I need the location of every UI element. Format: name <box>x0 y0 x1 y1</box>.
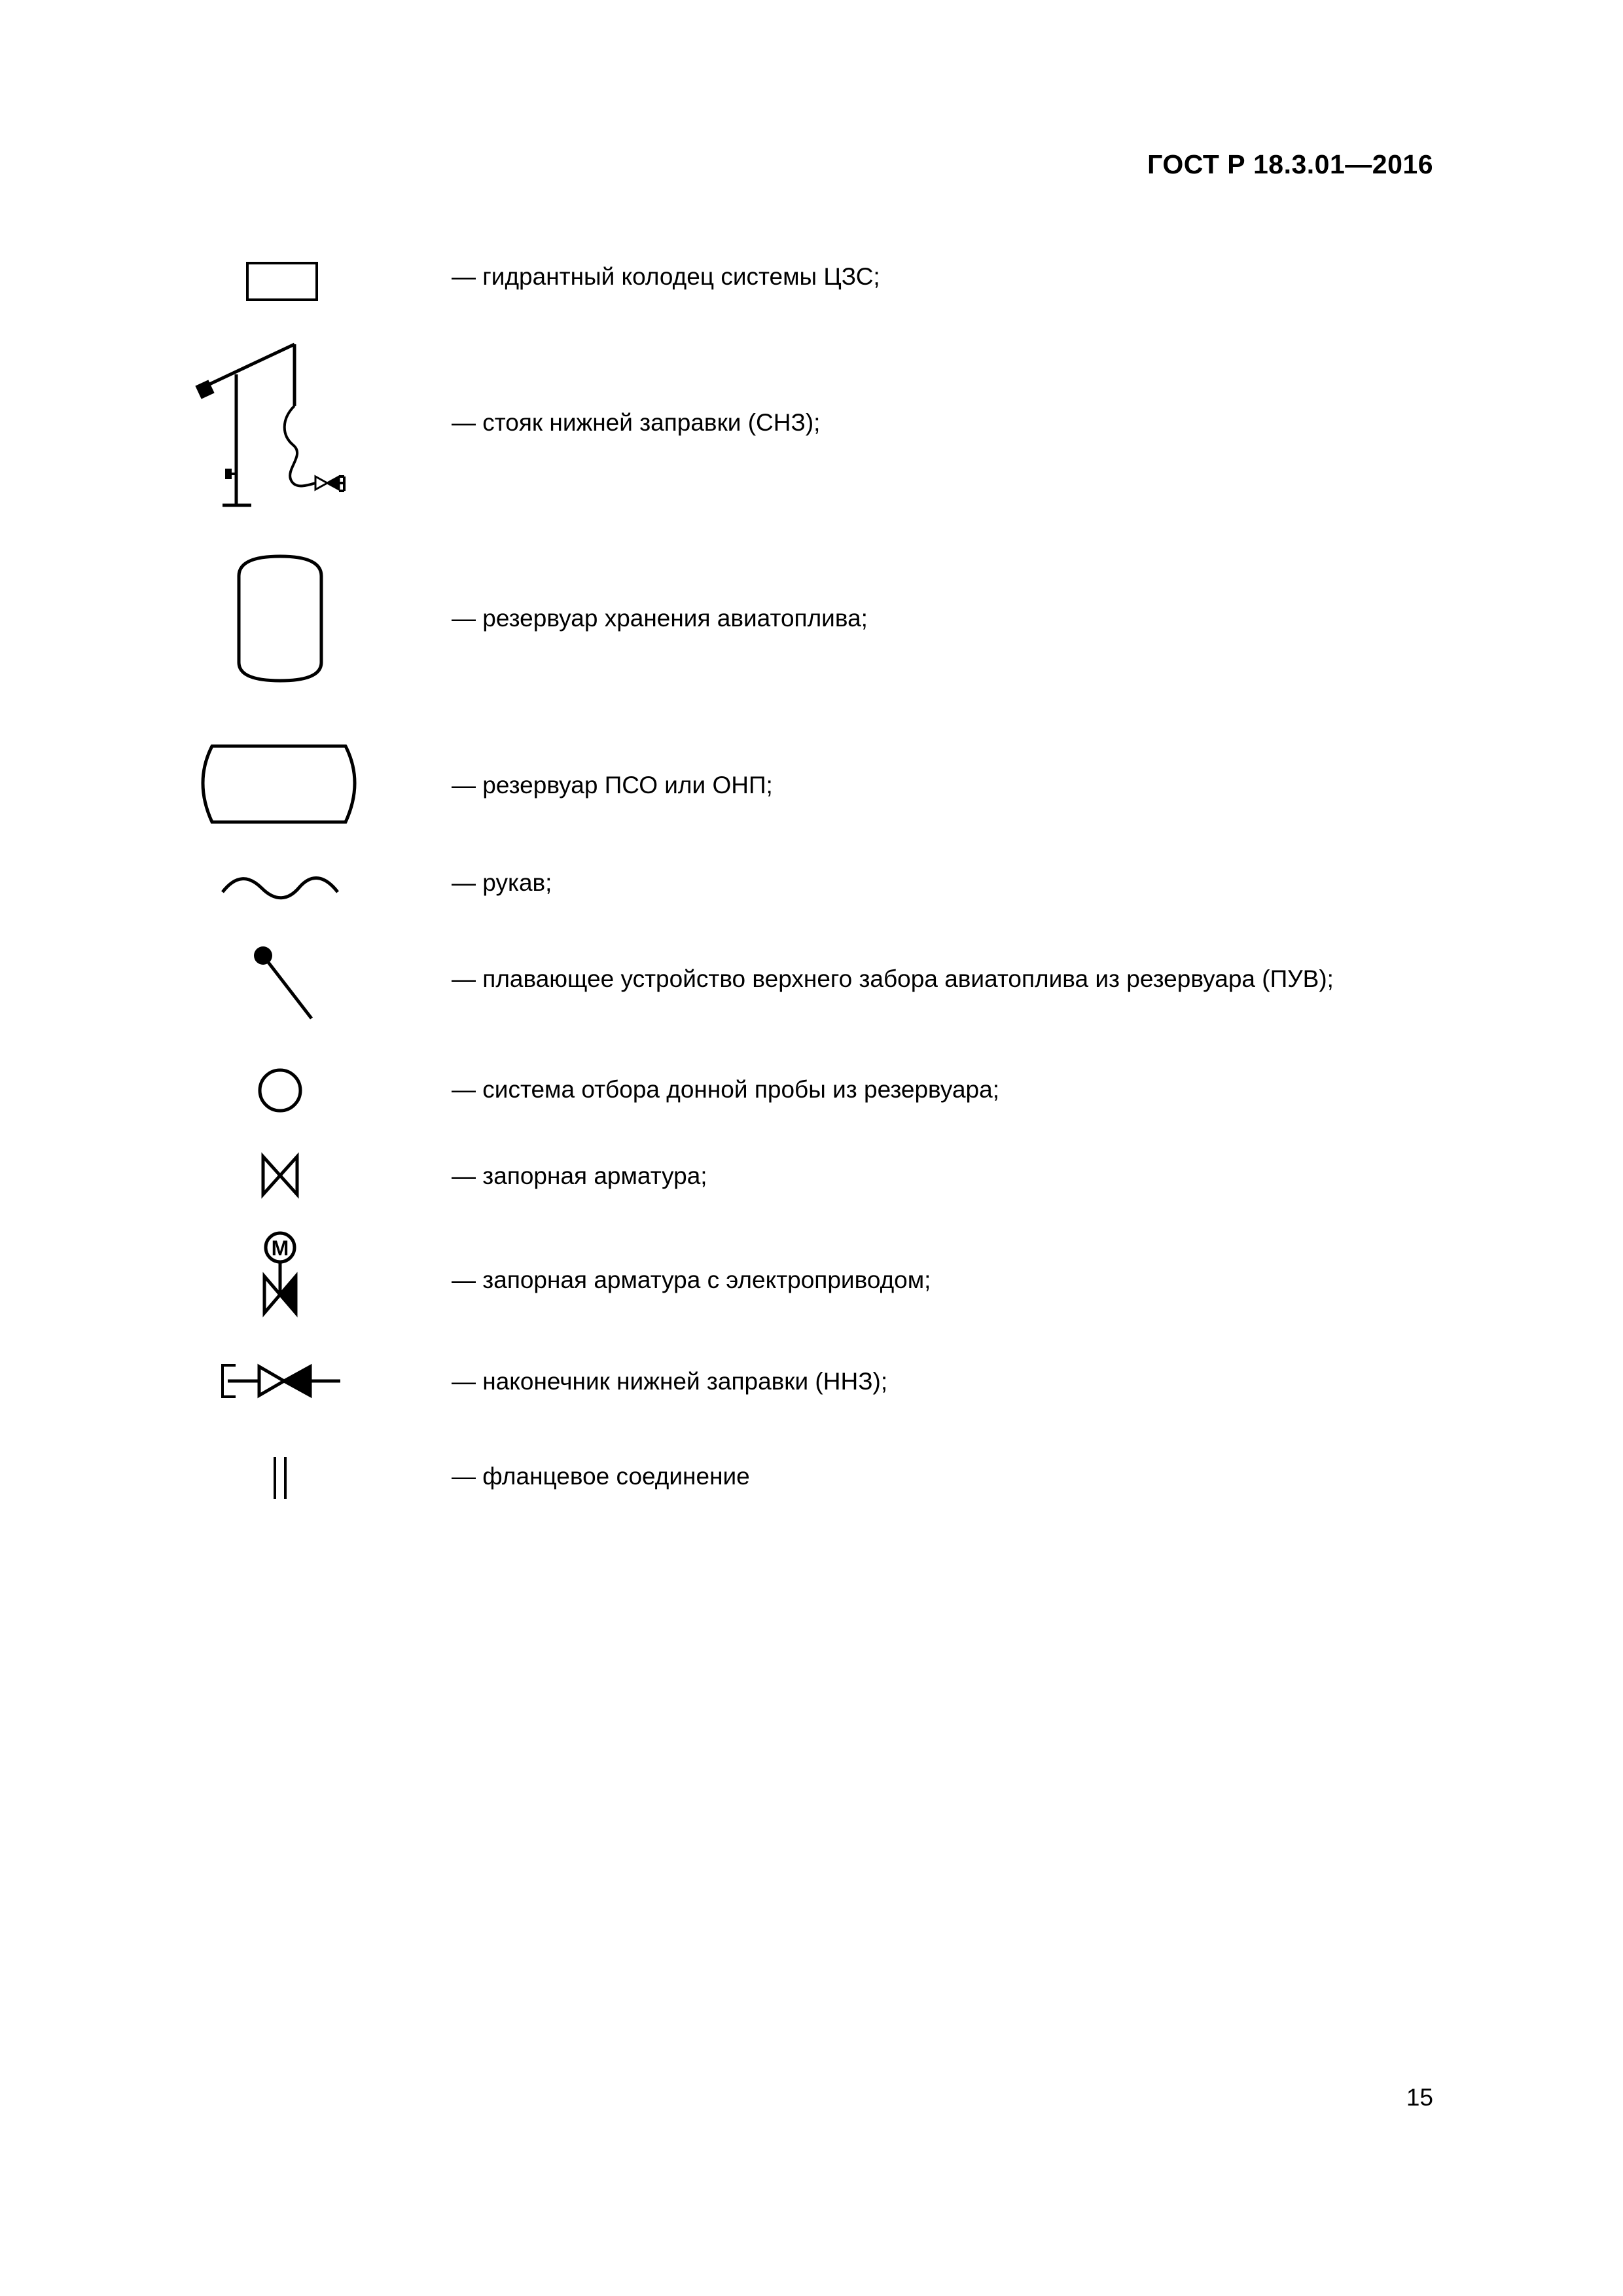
legend-text: — резервуар хранения авиатоплива; <box>452 605 868 632</box>
fuel-storage-tank-icon <box>183 550 380 687</box>
legend-text: — рукав; <box>452 869 552 896</box>
legend-text: — резервуар ПСО или ОНП; <box>452 772 773 798</box>
motor-label: M <box>271 1236 289 1260</box>
legend-text: — плавающее устройство верхнего забора авиатоплива из резервуара (ПУВ); <box>452 965 1334 992</box>
flange-joint-icon <box>183 1453 380 1505</box>
legend-text: — фланцевое соединение <box>452 1463 750 1490</box>
legend-text: — гидрантный колодец системы ЦЗС; <box>452 263 880 290</box>
page-number: 15 <box>1406 2084 1433 2111</box>
bottom-loading-riser-icon <box>183 334 380 511</box>
hydrant-well-icon <box>183 255 380 308</box>
bottom-loading-nozzle-icon <box>183 1355 380 1407</box>
horizontal-tank-icon <box>183 740 380 831</box>
hose-icon <box>183 867 380 906</box>
legend-text: — запорная арматура с электроприводом; <box>452 1266 931 1293</box>
shutoff-valve-icon <box>183 1149 380 1201</box>
standard-number: ГОСТ Р 18.3.01—2016 <box>1147 149 1433 179</box>
bottom-sampling-icon <box>183 1060 380 1119</box>
legend-text: — система отбора донной пробы из резервуара; <box>452 1076 999 1103</box>
legend-text: — стояк нижней заправки (СНЗ); <box>452 409 821 436</box>
floating-suction-icon <box>183 936 380 1028</box>
legend-text: — запорная арматура; <box>452 1162 707 1189</box>
legend-text: — наконечник нижней заправки (ННЗ); <box>452 1368 888 1395</box>
motorized-valve-icon <box>183 1224 380 1322</box>
